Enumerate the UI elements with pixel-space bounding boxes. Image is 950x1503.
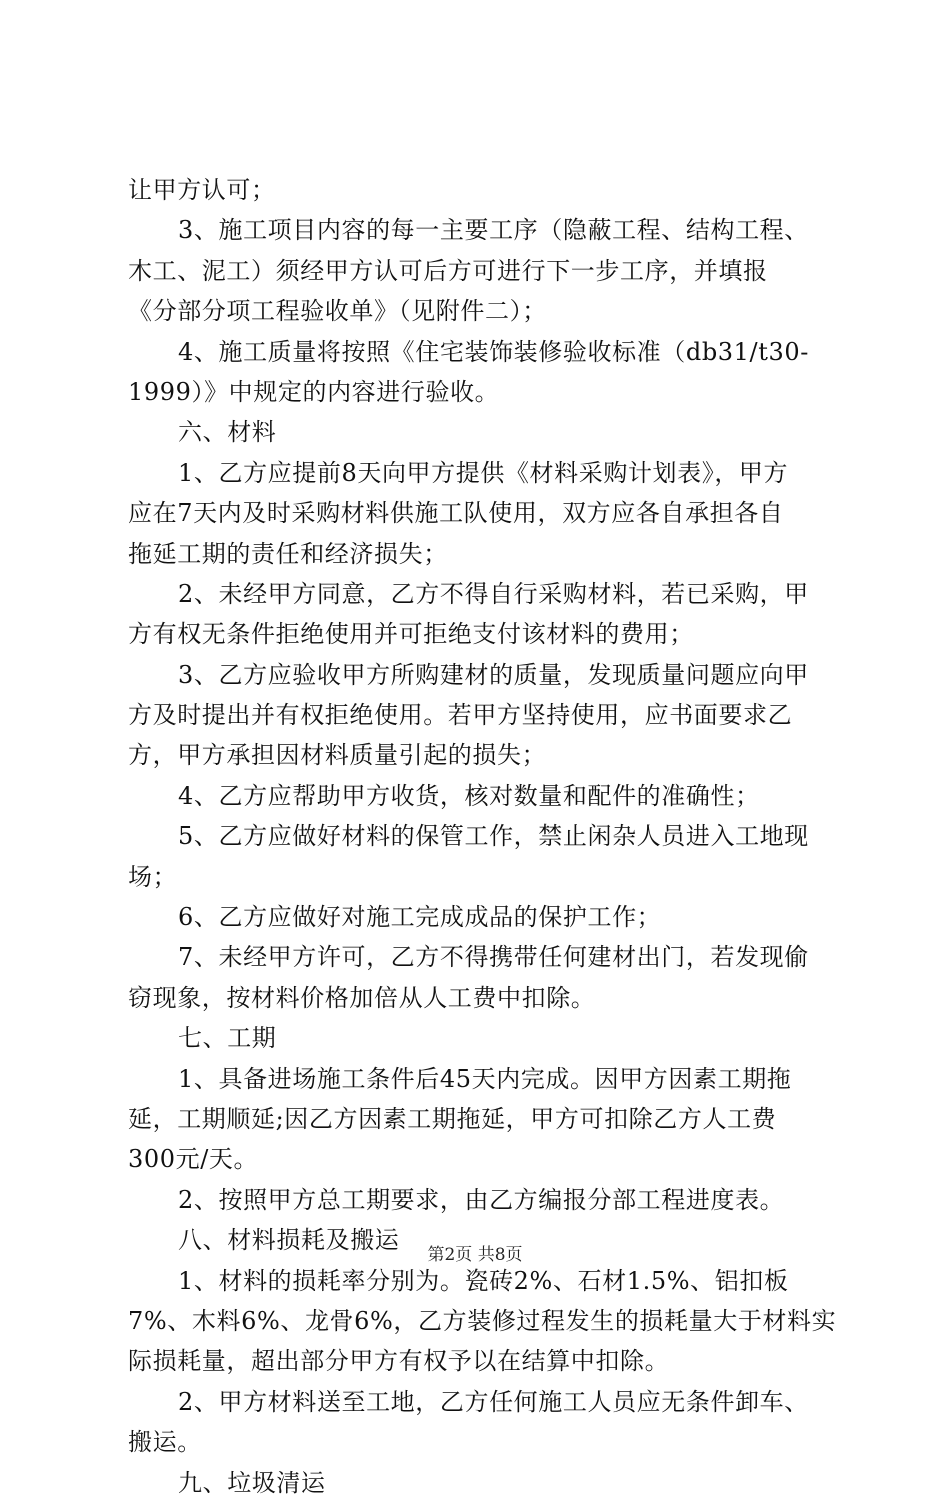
document-body: [128, 170, 840, 1503]
text-line: 《分部分项工程验收单》（见附件二）；: [128, 297, 547, 326]
text-line: 九、垃圾清运: [178, 1468, 326, 1497]
text-line: 让甲方认可；: [128, 176, 276, 204]
text-line: 应在7天内及时采购材料供施工队使用，双方应各自承担各自: [128, 499, 784, 528]
text-line: 方，甲方承担因材料质量引起的损失；: [128, 741, 547, 770]
text-line: 1、具备进场施工条件后45天内完成。因甲方因素工期拖: [178, 1064, 792, 1093]
text-line: 3、施工项目内容的每一主要工序（隐蔽工程、结构工程、: [178, 216, 809, 245]
text-line: 2、未经甲方同意，乙方不得自行采购材料，若已采购，甲: [178, 579, 809, 608]
text-line: 六、材料: [178, 418, 277, 447]
text-line: 3、乙方应验收甲方所购建材的质量，发现质量问题应向甲: [178, 660, 809, 689]
page-footer: 第2页 共8页: [427, 1245, 523, 1265]
text-line: 延，工期顺延;因乙方因素工期拖延，甲方可扣除乙方人工费: [128, 1104, 777, 1133]
text-line: 1999）》中规定的内容进行验收。: [128, 377, 500, 406]
text-line: 搬运。: [128, 1428, 202, 1457]
text-line: 场；: [128, 862, 178, 891]
text-line: 1、材料的损耗率分别为。瓷砖2%、石材1.5%、铝扣板: [178, 1266, 789, 1295]
text-line: 木工、泥工）须经甲方认可后方可进行下一步工序，并填报: [128, 256, 768, 285]
text-line: 方有权无条件拒绝使用并可拒绝支付该材料的费用；: [128, 620, 694, 649]
text-line: 7%、木料6%、龙骨6%，乙方装修过程发生的损耗量大于材料实: [128, 1306, 837, 1335]
text-line: 2、甲方材料送至工地，乙方任何施工人员应无条件卸车、: [178, 1387, 809, 1416]
text-line: 4、乙方应帮助甲方收货，核对数量和配件的准确性；: [178, 781, 760, 810]
text-line: 七、工期: [178, 1024, 277, 1053]
text-line: 拖延工期的责任和经济损失；: [128, 539, 448, 568]
text-line: 4、施工质量将按照《住宅装饰装修验收标准（db31/t30-: [178, 337, 809, 366]
text-line: 八、材料损耗及搬运: [178, 1226, 400, 1255]
text-line: 7、未经甲方许可，乙方不得携带任何建材出门，若发现偷: [178, 943, 809, 972]
text-line: 5、乙方应做好材料的保管工作，禁止闲杂人员进入工地现: [178, 822, 809, 851]
text-line: 2、按照甲方总工期要求，由乙方编报分部工程进度表。: [178, 1185, 785, 1214]
text-line: 300元/天。: [128, 1145, 259, 1174]
text-line: 窃现象，按材料价格加倍从人工费中扣除。: [128, 983, 596, 1012]
text-line: 际损耗量，超出部分甲方有权予以在结算中扣除。: [128, 1347, 670, 1376]
text-line: 1、乙方应提前8天向甲方提供《材料采购计划表》，甲方: [178, 458, 789, 487]
text-line: 方及时提出并有权拒绝使用。若甲方坚持使用，应书面要求乙: [128, 701, 793, 730]
text-line: 6、乙方应做好对施工完成成品的保护工作；: [178, 903, 662, 932]
